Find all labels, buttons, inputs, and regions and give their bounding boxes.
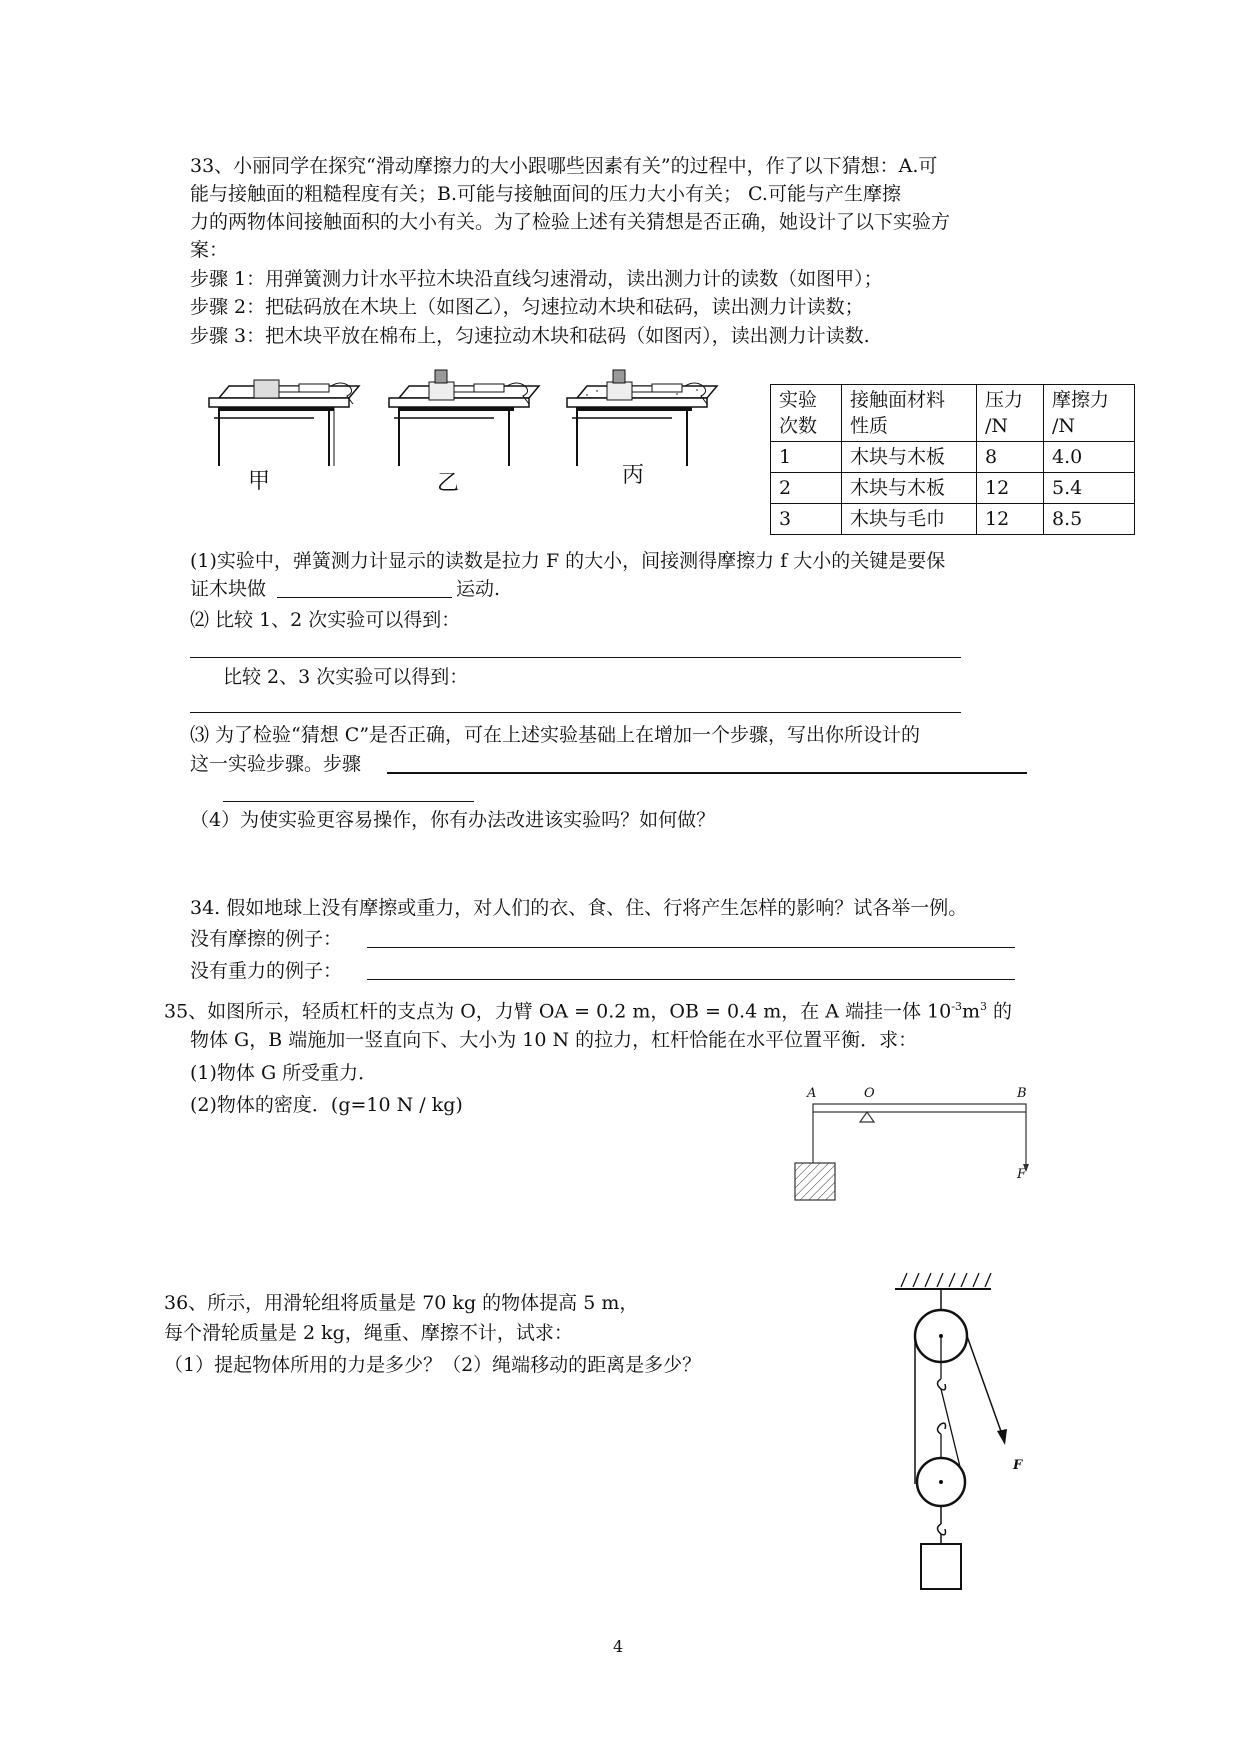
table-row	[771, 473, 1135, 504]
q33-part1-line2b: 运动.	[456, 578, 501, 600]
answer-blank-motion[interactable]	[277, 597, 452, 598]
figure-label-yi: 乙	[437, 471, 460, 496]
q36-line-3: （1）提起物体所用的力是多少？（2）绳端移动的距离是多少？	[164, 1354, 702, 1376]
q35-sub-2: (2)物体的密度．(g=10 N / kg)	[190, 1094, 463, 1116]
table-cell: 12	[977, 473, 1044, 504]
table-header-row	[771, 385, 1135, 442]
q34-no-friction-label: 没有摩擦的例子：	[190, 928, 343, 950]
q35-sub-1: (1)物体 G 所受重力．	[190, 1062, 378, 1084]
lever-label-b: B	[1017, 1086, 1027, 1101]
table-row	[771, 442, 1135, 473]
figure-bing	[567, 370, 737, 466]
q33-part2a: ⑵ 比较 1、2 次实验可以得到：	[190, 609, 461, 631]
q35-line-1: 35、如图所示，轻质杠杆的支点为 O，力臂 OA = 0.2 m，OB = 0.4 m，在 A 端挂一体 $10^{-3}m^3$ 的	[164, 1000, 1013, 1023]
figure-label-bing: 丙	[622, 463, 645, 488]
answer-line-compare-12[interactable]	[190, 657, 961, 658]
answer-line-no-friction[interactable]	[367, 947, 1015, 948]
table-row	[771, 504, 1135, 535]
table-cell: 4.0	[1044, 442, 1135, 473]
answer-line-compare-23[interactable]	[190, 712, 961, 713]
figure-jia	[209, 378, 379, 466]
q34-question: 34. 假如地球上没有摩擦或重力，对人们的衣、食、住、行将产生怎样的影响？试各举一例。	[190, 897, 968, 919]
table-header-cell: 压力 /N	[977, 385, 1044, 442]
table-header-cell: 接触面材料 性质	[842, 385, 977, 442]
lever-label-a: A	[807, 1086, 817, 1101]
pulley-diagram	[891, 1269, 1026, 1594]
table-cell: 8.5	[1044, 504, 1135, 535]
q33-line-2: 能与接触面的粗糙程度有关；B.可能与接触面间的压力大小有关； C.可能与产生摩擦	[190, 183, 901, 205]
q33-step-2: 步骤 2：把砝码放在木块上（如图乙），匀速拉动木块和砝码，读出测力计读数；	[190, 296, 864, 318]
q33-part1-line2a: 证木块做	[190, 578, 267, 600]
answer-line-step-cont[interactable]	[223, 801, 474, 802]
table-header-cell: 实验 次数	[771, 385, 842, 442]
pulley-label-f: F	[1013, 1458, 1023, 1473]
table-cell: 3	[771, 504, 842, 535]
table-cell: 12	[977, 504, 1044, 535]
q36-line-2: 每个滑轮质量是 2 kg，绳重、摩擦不计，试求：	[164, 1322, 573, 1344]
table-cell: 木块与毛巾	[842, 504, 977, 535]
answer-line-step[interactable]	[387, 772, 1027, 774]
q33-line-1: 33、小丽同学在探究“滑动摩擦力的大小跟哪些因素有关”的过程中，作了以下猜想：A.可	[190, 155, 938, 177]
q33-part4: （4）为使实验更容易操作，你有办法改进该实验吗？如何做？	[190, 809, 716, 831]
table-header-cell: 摩擦力 /N	[1044, 385, 1135, 442]
q36-line-1: 36、所示，用滑轮组将质量是 70 kg 的物体提高 5 m，	[164, 1292, 639, 1314]
figure-yi	[389, 370, 559, 466]
q33-line-4: 案：	[190, 239, 229, 261]
q33-part3-line2: 这一实验步骤。步骤	[190, 753, 362, 775]
q33-part1-line1: (1)实验中，弹簧测力计显示的读数是拉力 F 的大小，间接测得摩擦力 f 大小的关键是要保	[190, 550, 946, 572]
q33-line-3: 力的两物体间接触面积的大小有关。为了检验上述有关猜想是否正确，她设计了以下实验方	[190, 211, 951, 233]
lever-diagram	[793, 1088, 1033, 1213]
q33-step-1: 步骤 1：用弹簧测力计水平拉木块沿直线匀速滑动，读出测力计的读数（如图甲）；	[190, 268, 883, 290]
table-cell: 8	[977, 442, 1044, 473]
q33-part2b: 比较 2、3 次实验可以得到：	[223, 666, 469, 688]
lever-label-f: F	[1017, 1167, 1027, 1182]
table-cell: 2	[771, 473, 842, 504]
table-cell: 1	[771, 442, 842, 473]
q35-line-2: 物体 G，B 端施加一竖直向下、大小为 10 N 的拉力，杠杆恰能在水平位置平衡．求：	[190, 1029, 918, 1051]
experiment-table	[770, 384, 1135, 535]
lever-label-o: O	[864, 1086, 875, 1101]
q33-part3-line1: ⑶ 为了检验“猜想 C”是否正确，可在上述实验基础上在增加一个步骤，写出你所设计的	[190, 724, 921, 746]
table-cell: 木块与木板	[842, 442, 977, 473]
figure-label-jia: 甲	[248, 469, 271, 494]
table-cell: 木块与木板	[842, 473, 977, 504]
q34-no-gravity-label: 没有重力的例子：	[190, 960, 343, 982]
page-number: 4	[613, 1637, 624, 1656]
answer-line-no-gravity[interactable]	[367, 979, 1015, 980]
q33-step-3: 步骤 3：把木块平放在棉布上，匀速拉动木块和砝码（如图丙），读出测力计读数.	[190, 325, 870, 347]
table-cell: 5.4	[1044, 473, 1135, 504]
